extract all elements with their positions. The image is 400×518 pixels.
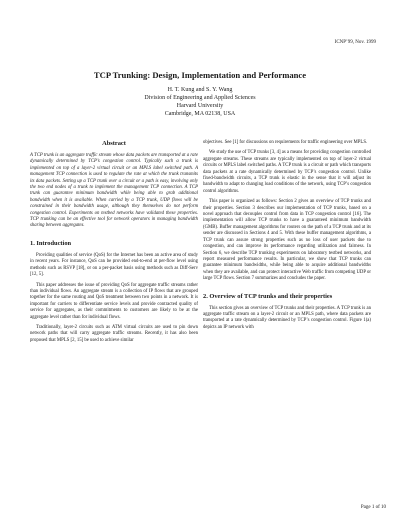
report-id: ICNP’99, Nov. 1999 bbox=[334, 40, 376, 45]
intro-continued-paragraph: objectives. See [1] for discussions on requirements for traffic engineering over MPLS. bbox=[203, 140, 368, 145]
abstract-heading: Abstract bbox=[102, 140, 126, 147]
author-names: H. T. Kung and S. Y. Wang bbox=[167, 87, 233, 93]
right-column bbox=[203, 140, 371, 335]
intro-paragraph-3: Traditionally, layer-2 circuits such as ATM virtual circuits are used to pin down network paths that will carry aggregate traffic streams. Recently, it has also been proposed that MPLS [2, 15] be used to achieve similar bbox=[30, 324, 198, 343]
paper-title: TCP Trunking: Design, Implementation and Performance bbox=[93, 70, 307, 80]
intro-paragraph-4: We study the use of TCP trunks [3, 4] as a means for providing congestion controlled aggregate streams. These streams are typically implemented on top of layer-2 virtual circuits or MPLS label switched paths. A TCP trunk is a circuit or path which transports data packets at a rate dynamically determined by TCP’s congestion control. Unlike fixed-bandwidth circuits, a TCP trunk is elastic in the sense that it will adjust its bandwidth to adapt to changing load conditions of the network, using TCP’s congestion control algorithms. bbox=[203, 150, 371, 194]
left-column bbox=[30, 140, 198, 348]
section-1-heading: 1. Introduction bbox=[30, 239, 72, 247]
overview-paragraph-1: This section gives an overview of TCP trunks and their properties. A TCP trunk is an aggregate traffic stream on a layer-2 circuit or an MPLS path, where data packets are transported at a rate dynamically determined by TCP’s congestion control. Figure 1(a) depicts an IP network with bbox=[203, 305, 371, 330]
intro-paragraph-5: This paper is organized as follows: Section 2 gives an overview of TCP trunks and their properties. Section 3 describes our implementation of TCP trunks, based on a novel approach that decouples control from data in TCP congestion control [16]. The implementation will allow TCP trunks to have a guaranteed minimum bandwidth (GMB). Buffer management algorithms for routers on the path of a TCP trunk and at its sender are discussed in Sections 4 and 5. With these buffer management algorithms, a TCP trunk can assure strong properties such as no loss of user packets due to congestion, and can improve its performance regarding utilization and fairness. In Section 6, we describe TCP trunking experiments on laboratory testbed networks, and report measured performance results. In particular, we show that TCP trunks can guarantee minimum bandwidths, while being able to acquire additional bandwidths when they are available, and can protect interactive Web traffic from competing UDP or large TCP flows. Section 7 summarizes and concludes the paper. bbox=[203, 199, 371, 282]
section-2-heading: 2. Overview of TCP trunks and their properties bbox=[203, 292, 333, 300]
author-block bbox=[0, 86, 400, 118]
author-address: Cambridge, MA 02138, USA bbox=[164, 111, 236, 117]
author-university: Harvard University bbox=[176, 103, 224, 109]
intro-paragraph-2: This paper addresses the issue of providing QoS for aggregate traffic streams rather than individual flows. An aggregate stream is a collection of IP flows that are grouped together for the same routing and QoS treatment between two points in a network. It is important for carriers to differentiate service levels and provide contracted quality of service for aggregates, as their commitments to customers are likely to be at the aggregate level rather than for individual flows. bbox=[30, 282, 198, 320]
intro-paragraph-1: Providing qualities of service (QoS) for the Internet has been an active area of study in recent years. For instance, QoS can be provided end-to-end at per-flow level using methods such as RSVP [18], or on a per-packet basis using methods such as Diff-Serv [12, 5]. bbox=[30, 252, 198, 278]
abstract-text: A TCP trunk is an aggregate traffic stream whose data packets are transported at a rate dynamically determined by TCP’s congestion control. Typically such a trunk is implemented on top of a layer-2 virtual circuit or an MPLS label switched path. A management TCP connection is used to regulate the rate at which the trunk transmits its data packets. Setting up a TCP trunk over a circuit or a path is easy, involving only the two end nodes of a trunk to implement the management TCP connection. A TCP trunk can guarantee minimum bandwidth while being able to grab additional bandwidth when it is available. When carried by a TCP trunk, UDP flows will be constrained in their bandwidth usage, although they themselves do not perform congestion control. Experiments on testbed networks have validated these properties. TCP trunking can be an effective tool for network operators in managing bandwidth sharing between aggregates. bbox=[30, 153, 198, 229]
page-number: Page 1 of 10 bbox=[360, 505, 386, 510]
author-division: Division of Engineering and Applied Sciences bbox=[144, 95, 256, 101]
